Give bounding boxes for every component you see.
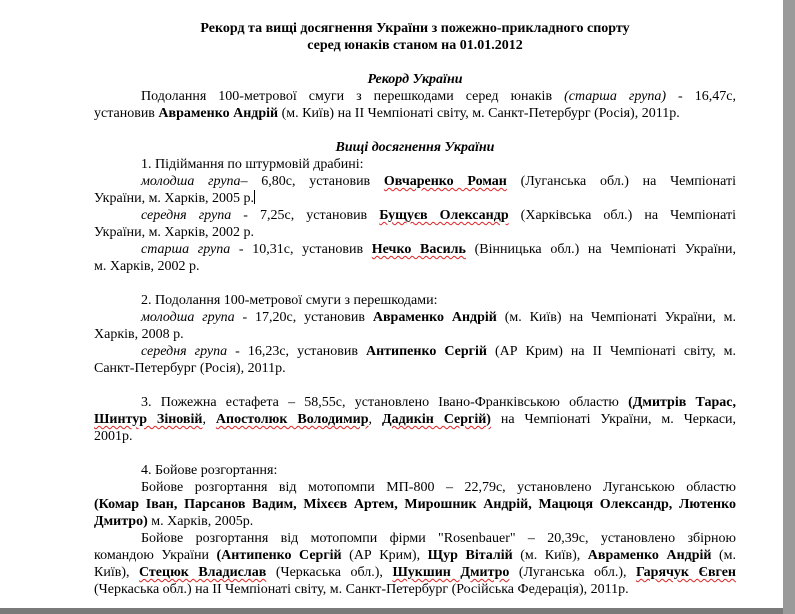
section3-line1: 3. Пожежна естафета – 58,55с, установлено Івано-Франківською областю (Дмитрів Тарас, [141,395,737,410]
record-line2: установив Авраменко Андрій (м. Київ) на ІІ Чемпіонаті світу, м. Санкт-Петербург (Росія), 2011р. [94,106,680,121]
text-cursor [254,190,255,204]
section4-title: 4. Бойове розгортання: [141,463,278,478]
section1-senior-line2: м. Харків, 2002 р. [94,259,200,274]
page-edge-shadow-bottom [0,608,783,614]
record-line1: Подолання 100-метрової смуги з перешкодами серед юнаків (старша група) - 16,47с, [141,89,736,104]
record-heading: Рекорд України [367,72,463,87]
section3-line2: Шинтур Зіновій, Апостолюк Володимир, Дадикін Сергій) на Чемпіонаті України, м. Черкаси, [94,412,737,427]
section4-rosenbauer-line4: (Черкаська обл.) на ІІ Чемпіонаті світу, м. Санкт-Петербург (Російська Федерація), 2011р. [94,582,629,597]
section1-middle-line1: середня група - 7,25с, установив Бущуєв Олександр (Харківська обл.) на Чемпіонаті [141,208,736,223]
section4-rosenbauer-line1: Бойове розгортання від мотопомпи фірми "Rosenbauer" – 20,39с, установлено збірною [141,531,736,546]
section1-junior-line2: України, м. Харків, 2005 р. [94,191,255,206]
section2-junior-line1: молодша група - 17,20с, установив Авраменко Андрій (м. Київ) на Чемпіонаті України, м. [141,310,737,325]
section2-middle-line2: Санкт-Петербург (Росія), 2011р. [94,361,286,376]
section1-junior-line1: молодша група– 6,80с, установив Овчаренко Роман (Луганська обл.) на Чемпіонаті [141,174,736,189]
section4-rosenbauer-line2: командою України (Антипенко Сергій (АР Крим), Щур Віталій (м. Київ), Авраменко Андрій (м. [94,548,737,563]
document-title-line1: Рекорд та вищі досягнення України з пожежно-прикладного спорту [200,21,630,36]
section4-mp800-line3: Дмитро) м. Харків, 2005р. [94,514,254,529]
section1-senior-line1: старша група - 10,31с, установив Нечко Василь (Вінницька обл.) на Чемпіонаті України, [141,242,736,257]
section4-rosenbauer-line3: Київ), Стецюк Владислав (Черкаська обл.), Шукшин Дмитро (Луганська обл.), Гарячук Євген [94,565,736,580]
section4-mp800-line2: (Комар Іван, Парсанов Вадим, Міхєєв Артем, Мирошник Андрій, Мацюця Олександр, Лютенко [94,497,736,512]
section2-title: 2. Подолання 100-метрової смуги з перешкодами: [141,293,438,308]
section1-middle-line2: України, м. Харків, 2002 р. [94,225,255,240]
section4-mp800-line1: Бойове розгортання від мотопомпи МП-800 – 22,79с, установлено Луганською областю [141,480,736,495]
best-heading: Вищі досягнення України [335,140,495,155]
section3-line3: 2001р. [94,429,133,444]
section1-title: 1. Підіймання по штурмовій драбині: [141,157,364,172]
section2-junior-line2: Харків, 2008 р. [94,327,184,342]
section2-middle-line1: середня група - 16,23с, установив Антипенко Сергій (АР Крим) на ІІ Чемпіонаті світу, м. [141,344,736,359]
page-edge-shadow-right [783,0,795,614]
document-title-line2: серед юнаків станом на 01.01.2012 [307,38,523,53]
